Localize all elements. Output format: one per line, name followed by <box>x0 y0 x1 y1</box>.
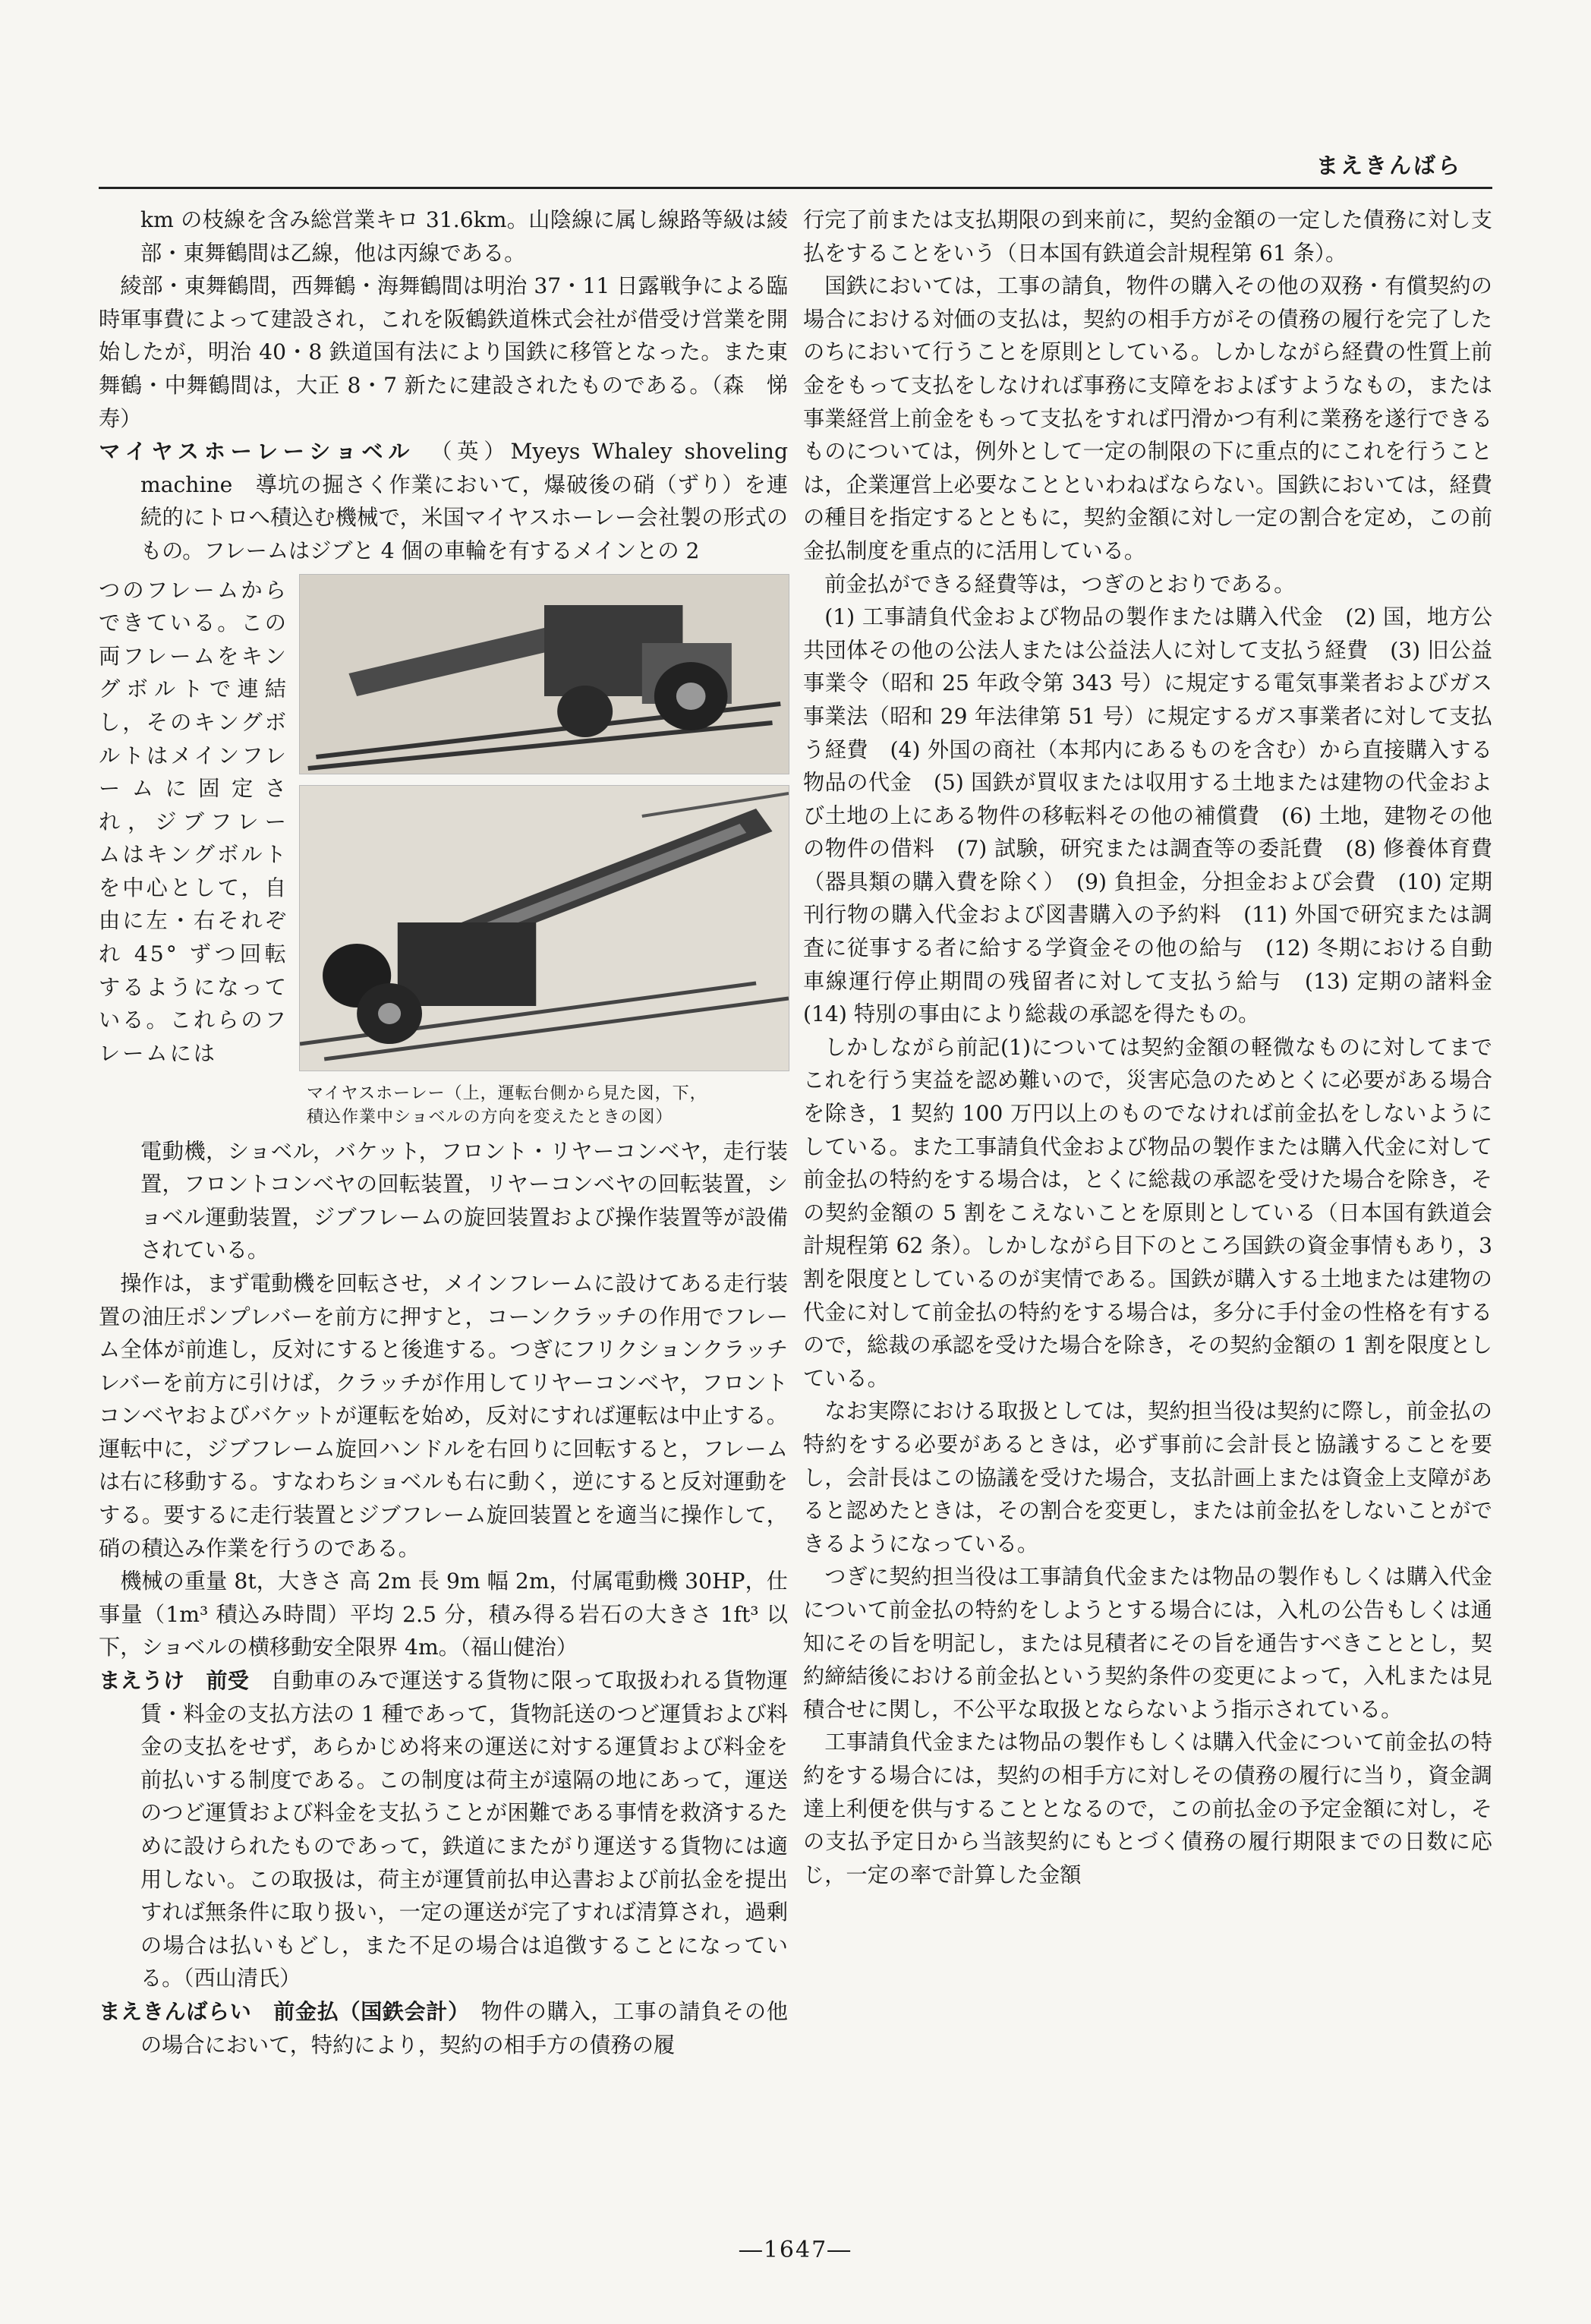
page-number: ―1647― <box>739 2237 852 2263</box>
entry-myeys-whaley <box>99 435 788 567</box>
figure-wrap-text: つのフレームからできている。この両フレームをキングボルトで連結し，そのキングボルトはメインフレームに固定され，ジブフレームはキングボルトを中心として，自由に左・右それぞれ 45° ずつ回転するようになっている。これらのフレームには <box>99 577 288 1066</box>
right-column <box>803 203 1514 1891</box>
left-column <box>99 203 788 2061</box>
entry-body: 物件の購入，工事の請負その他の場合において，特約により，契約の相手方の債務の履 <box>140 1998 788 2058</box>
paragraph: 綾部・東舞鶴間，西舞鶴・海舞鶴間は明治 37・11 日露戦争による臨時軍事費によって建設され，これを阪鶴鉄道株式会社が借受け営業を開始したが，明治 40・8 鉄道国有法により国鉄に移管となった。また東舞鶴・中舞鶴間は，大正 8・7 新たに建設されたものである。（森 悌寿） <box>99 273 788 431</box>
enumerated-list: (1) 工事請負代金および物品の製作または購入代金 (2) 国，地方公共団体その他の公法人または公益法人に対して支払う経費 (3) 旧公益事業令（昭和 25 年政令第 343 号）に規定する電気事業者およびガス事業法（昭和 29 年法律第 51 号）に規定するガス事業者に対して支払う経費 (4) 外国の商社（本邦内にあるものを含む）から直接購入する物品の代金 (5) 国鉄が買収または収用する土地または建物の代金および土地の上にある物件の移転料その他の補償費 (6) 土地，建物その他の物件の借料 (7) 試験，研究または調査等の委託費 (8) 修養体育費（器具類の購入費を除く） (9) 負担金，分担金および会費 (10) 定期刊行物の購入代金および図書購入の予約料 (11) 外国で研究または調査に従事する者に給する学資金その他の給与 (12) 冬期における自動車線運行停止期間の残留者に対して支払う給与 (13) 定期の諸料金 (14) 特別の事由により総裁の承認を得たもの。 <box>803 604 1514 1027</box>
entry-headword: まえうけ 前受 <box>99 1668 249 1694</box>
paragraph: 工事請負代金または物品の製作もしくは購入代金について前金払の特約をする場合には，契約の相手方に対しその債務の履行に当り，資金調達上利便を供与することとなるので，この前払金の予定金額に対し，その支払予定日から当該契約にもとづく債務の履行期限までの日数に応じ，一定の率で計算した金額 <box>803 1730 1492 1887</box>
paragraph: 機械の重量 8t，大きさ 高 2m 長 9m 幅 2m，付属電動機 30HP，仕事量（1m³ 積込み時間）平均 2.5 分，積み得る岩石の大きさ 1ft³ 以下，ショベルの横移動安全限界 4m。（福山健治） <box>99 1569 788 1660</box>
figure <box>299 574 788 1129</box>
machine-illustration-icon <box>300 575 789 774</box>
paragraph: 行完了前または支払期限の到来前に，契約金額の一定した債務に対し支払をすることをいう（日本国有鉄道会計規程第 61 条）。 <box>803 207 1492 266</box>
entry-headword: マイヤスホーレーショベル <box>99 439 415 465</box>
paragraph: 電動機，ショベル，バケット，フロント・リヤーコンベヤ，走行装置，フロントコンベヤの回転装置，リヤーコンベヤの回転装置，ショベル運動装置，ジブフレームの旋回装置および操作装置等が設備されている。 <box>140 1138 788 1263</box>
paragraph: しかしながら前記(1)については契約金額の軽微なものに対してまでこれを行う実益を認め難いので，災害応急のためとくに必要がある場合を除き，1 契約 100 万円以上のものでなければ前金払をしないようにしている。また工事請負代金および物品の製作または購入代金に対して前金払の特約をする場合は，とくに総裁の承認を受けた場合を除き，その契約金額の 5 割をこえないことを原則としている（日本国有鉄道会計規程第 62 条）。しかしながら目下のところ国鉄の資金事情もあり，3 割を限度としているのが実情である。国鉄が購入する土地または建物の代金に対して前金払の特約をする場合は，多分に手付金の性格を有するので，総裁の承認を受けた場合を除き，その契約金額の 1 割を限度としている。 <box>803 1034 1492 1391</box>
header-rule <box>99 187 1492 189</box>
paragraph: 前金払ができる経費等は，つぎのとおりである。 <box>824 571 1296 597</box>
figure-block <box>99 574 788 1129</box>
paragraph: 操作は，まず電動機を回転させ，メインフレームに設けてある走行装置の油圧ポンプレバーを前方に押すと，コーンクラッチの作用でフレーム全体が前進し，反対にすると後進する。つぎにフリクションクラッチレバーを前方に引けば，クラッチが作用してリヤーコンベヤ，フロントコンベヤおよびバケットが運転を始め，反対にすれば運転は中止する。運転中に，ジブフレーム旋回ハンドルを右回りに回転すると，フレームは右に移動する。すなわちショベルも右に動く，逆にすると反対運動をする。要するに走行装置とジブフレーム旋回装置とを適当に操作して，硝の積込み作業を行うのである。 <box>99 1270 788 1561</box>
entry-body: 自動車のみで運送する貨物に限って取扱われる貨物運賃・料金の支払方法の 1 種であって，貨物託送のつど運賃および料金の支払をせず，あらかじめ将来の運送に対する運賃および料金を前払いする制度である。この制度は荷主が遠隔の地にあって，運送のつど運賃および料金を支払うことが困難である事情を救済するために設けられたものであって，鉄道にまたがり運送する貨物には適用しない。この取扱は，荷主が運賃前払申込書および前払金を提出すれば無条件に取り扱い，一定の運送が完了すれば清算され，過剰の場合は払いもどし，また不足の場合は追徴することになっている。（西山清氏） <box>140 1668 788 1991</box>
paragraph: なお実際における取扱としては，契約担当役は契約に際し，前金払の特約をする必要があるときは，必ず事前に会計長と協議することを要し，会計長はこの協議を受けた場合，支払計画上または資金上支障があると認めたときは，その割合を変更し，または前金払をしないことができるようになっている。 <box>803 1398 1492 1556</box>
entry-body: （英）Myeys Whaley shoveling machine 導坑の掘さく作業において，爆破後の硝（ずり）を連続的にトロへ積込む機械で，米国マイヤスホーレー会社製の形式のもの。フレームはジブと 4 個の車輪を有するメインとの 2 <box>140 439 788 563</box>
paragraph: km の枝線を含み総営業キロ 31.6km。山陰線に属し線路等級は綾部・東舞鶴間は乙線，他は丙線である。 <box>140 207 788 266</box>
figure-caption: マイヤスホーレー（上，運転台側から見た図，下， 積込作業中ショベルの方向を変えたときの図） <box>307 1083 707 1127</box>
running-head: まえきんばら <box>1315 153 1462 178</box>
machine-photo-bottom <box>299 785 789 1071</box>
paragraph: 国鉄においては，工事の請負，物件の購入その他の双務・有償契約の場合における対価の支払は，契約の相手方がその債務の履行を完了したのちにおいて行うことを原則としている。しかしながら経費の性質上前金をもって支払をしなければ事務に支障をおよぼすようなもの，または事業経営上前金をもって支払をすれば円滑かつ有利に業務を遂行できるものについては，例外として一定の制限の下に重点的にこれを行うことは，企業運営上必要なことといわねばならない。国鉄においては，経費の種目を指定するとともに，契約金額に対し一定の割合を定め，この前金払制度を重点的に活用している。 <box>803 273 1492 563</box>
loading-machine-illustration-icon <box>300 786 789 1071</box>
entry-maekinbarai <box>99 1995 788 2061</box>
paragraph: つぎに契約担当役は工事請負代金または物品の製作もしくは購入代金について前金払の特約をしようとする場合には，入札の公告もしくは通知にその旨を明記し，または見積者にその旨を通告すべきこととし，契約締結後における前金払という契約条件の変更によって，入札または見積合せに関し，不公平な取扱とならないよう指示されている。 <box>803 1564 1492 1722</box>
entry-headword: まえきんばらい 前金払（国鉄会計） <box>99 1998 459 2024</box>
entry-maeuke <box>99 1664 788 1995</box>
machine-photo-top <box>299 574 789 774</box>
